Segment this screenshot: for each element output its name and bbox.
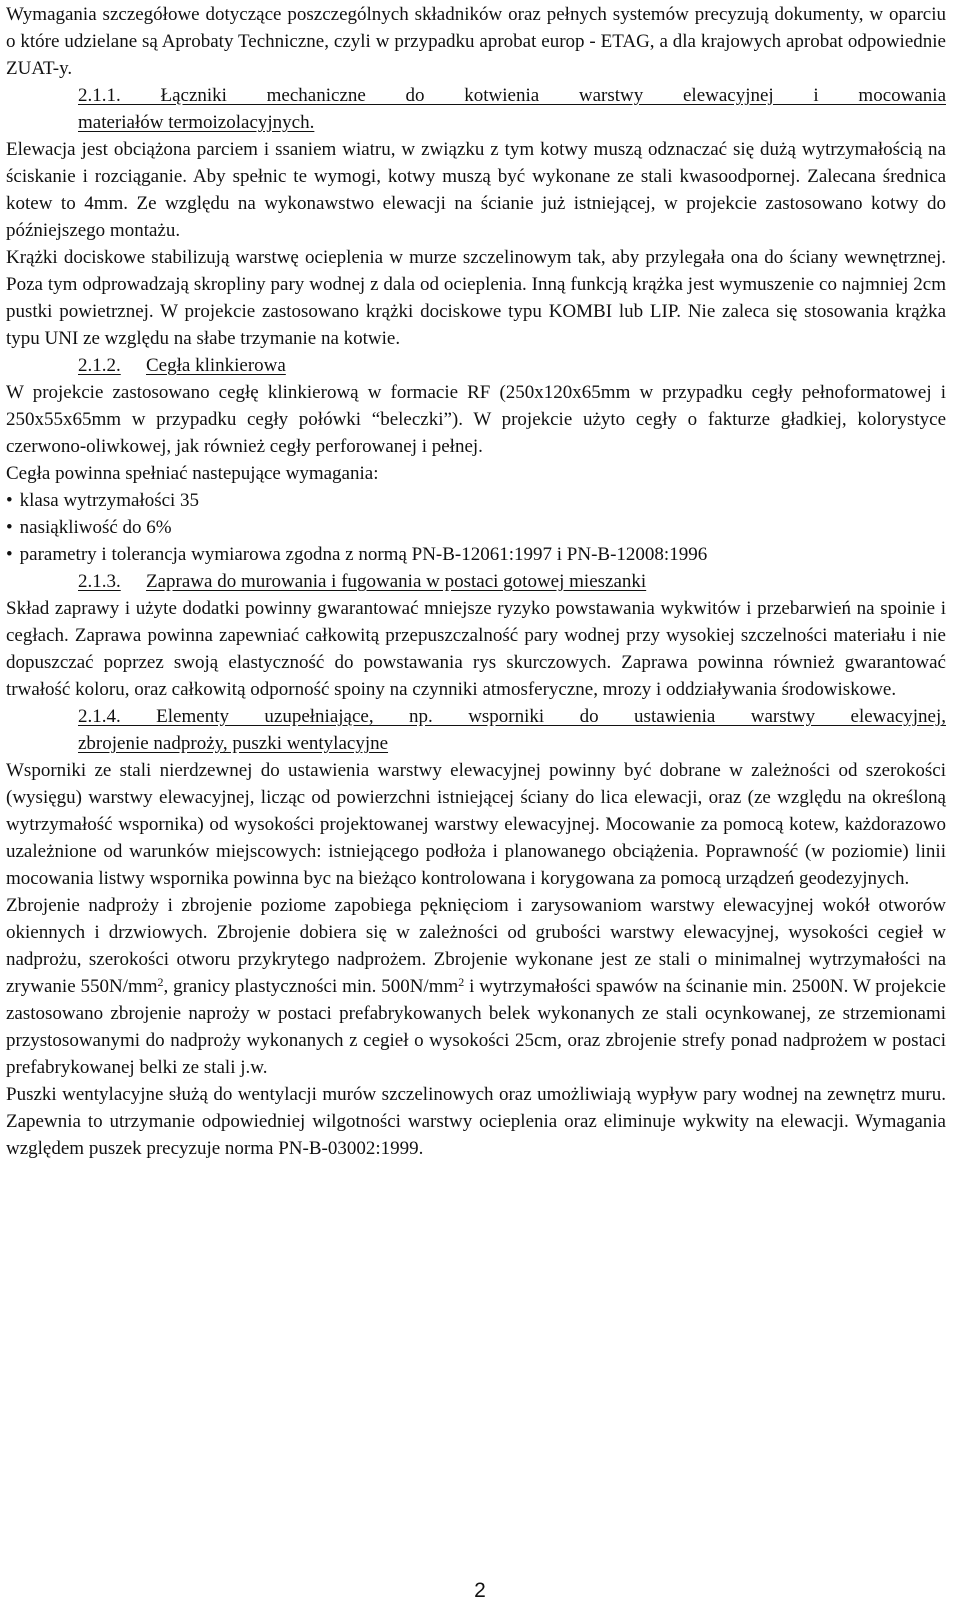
section-2-1-3-heading bbox=[6, 568, 946, 595]
brick-requirements-intro: Cegła powinna spełniać nastepujące wymagania: bbox=[6, 463, 379, 484]
superscript: 2 bbox=[157, 975, 164, 989]
section-2-1-1-heading: 2.1.1. Łączniki mechaniczne do kotwienia warstwy elewacyjnej i mocowania bbox=[78, 85, 946, 106]
reinforcement-text-part-2: , granicy plastyczności min. 500N/mm bbox=[163, 976, 459, 997]
section-2-1-4-heading-continuation: zbrojenie nadproży, puszki wentylacyjne bbox=[78, 733, 389, 754]
superscript: 2 bbox=[458, 975, 465, 989]
section-2-1-4-paragraph-reinforcement bbox=[6, 892, 946, 1081]
section-2-1-1-heading-continuation: materiałów termoizolacyjnych. bbox=[78, 112, 315, 133]
list-item: • parametry i tolerancja wymiarowa zgodna z normą PN-B-12061:1997 i PN-B-12008:1996 bbox=[6, 541, 946, 568]
section-2-1-3-title: Zaprawa do murowania i fugowania w postaci gotowej mieszanki bbox=[146, 571, 647, 592]
section-2-1-3-number: 2.1.3. bbox=[78, 571, 121, 592]
section-2-1-1-paragraph-discs: Krążki dociskowe stabilizują warstwę ocieplenia w murze szczelinowym tak, aby przylegała ona do ściany wewnętrznej. Poza tym odprowadzają skropliny pary wodnej z dala od ocieplenia. Inną funkcją krążka jest wymuszenie co najmniej 2cm pustki powietrznej. W projekcie zastosowano krążki dociskowe typu KOMBI lub LIP. Nie zaleca się stosowania krążka typu UNI ze względu na słabe trzymanie na kotwie. bbox=[6, 247, 946, 349]
section-2-1-4-paragraph-vents: Puszki wentylacyjne służą do wentylacji murów szczelinowych oraz umożliwiają wypływ pary wodnej na zewnętrz muru. Zapewnia to utrzymanie odpowiedniej wilgotności warstwy ocieplenia oraz eliminuje wykwity na elewacji. Wymagania względem puszek precyzuje norma PN-B-03002:1999. bbox=[6, 1084, 946, 1159]
brick-requirements-list bbox=[6, 487, 946, 568]
section-2-1-2-heading bbox=[6, 352, 946, 379]
page-number: 2 bbox=[474, 1579, 486, 1602]
section-2-1-3-paragraph: Skład zaprawy i użyte dodatki powinny gwarantować mniejsze ryzyko powstawania wykwitów i przebarwień na spoinie i cegłach. Zaprawa powinna zapewniać całkowitą przepuszczalność pary wodnej przy wysokiej szczelności materiału i nie dopuszczać poprzez swoją elastyczność do powstawania rys skurczowych. Zaprawa powinna również gwarantować trwałość koloru, oraz całkowitą odporność spoiny na czynniki atmosferyczne, mrozy i oddziaływania środowiskowe. bbox=[6, 598, 946, 700]
reinforcement-text-part-3: i wytrzymałości spawów na ścinanie min. 2500N. W projekcie zastosowano zbrojenie naproży w postaci prefabrykowanych belek wykonanych ze stali ocynkowanej, ze strzemionami przystosowanymi do nadproży wykonanych z cegieł o wysokości 25cm, oraz zbrojenie strefy ponad nadprożem w postaci prefabrykowanej belki ze stali j.w. bbox=[6, 976, 946, 1078]
section-2-1-4-paragraph-brackets: Wsporniki ze stali nierdzewnej do ustawienia warstwy elewacyjnej powinny być dobrane w zależności od szerokości (wysięgu) warstwy elewacyjnej, licząc od powierzchni istniejącej ściany do lica elewacji, oraz (ze względu na określoną wytrzymałość wspornika) od wysokości projektowanej warstwy elewacyjnej. Mocowanie za pomocą kotew, każdorazowo uzależnione od warunków miejscowych: istniejącego podłoża i planowanego obciążenia. Poprawność (w poziomie) linii mocowania listwy wspornika powinna byc na bieżąco kontrolowana i korygowana za pomocą urządzeń geodezyjnych. bbox=[6, 760, 946, 889]
section-2-1-2-paragraph: W projekcie zastosowano cegłę klinkierową w formacie RF (250x120x65mm w przypadku cegły pełnoformatowej i 250x55x65mm w przypadku cegły połówki “beleczki”). W projekcie użyto cegły o fakturze gładkiej, kolorystyce czerwono-oliwkowej, jak również cegły perforowanej i pełnej. bbox=[6, 382, 946, 457]
reinforcement-text-part-1: Zbrojenie nadproży i zbrojenie poziome zapobiega pęknięciom i zarysowaniom warstwy elewacyjnej wokół otworów okiennych i drzwiowych. Zbrojenie dobiera się w zależności od grubości warstwy elewacyjnej, wysokości cegieł w nadprożu, szerokości otworu przykrytego nadprożem. Zbrojenie wykonane jest ze stali o minimalnej wytrzymałości na zrywanie 550N/mm bbox=[6, 895, 946, 997]
section-2-1-1-paragraph-anchors: Elewacja jest obciążona parciem i ssaniem wiatru, w związku z tym kotwy muszą odznaczać się dużą wytrzymałością na ściskanie i rozciąganie. Aby spełnic te wymogi, kotwy muszą być wykonane ze stali kwasoodpornej. Zalecana średnica kotew to 4mm. Ze względu na wykonawstwo elewacji na ścianie już istniejącej, w projekcie zastosowano kotwy do późniejszego montażu. bbox=[6, 139, 946, 241]
section-2-1-4-heading: 2.1.4. Elementy uzupełniające, np. wsporniki do ustawienia warstwy elewacyjnej, bbox=[78, 706, 946, 727]
section-2-1-2-title: Cegła klinkierowa bbox=[146, 355, 286, 376]
section-2-1-2-number: 2.1.2. bbox=[78, 355, 121, 376]
intro-paragraph: Wymagania szczegółowe dotyczące poszczególnych składników oraz pełnych systemów precyzują dokumenty, w oparciu o które udzielane są Aprobaty Techniczne, czyli w przypadku aprobat europ - ETAG, a dla krajowych aprobat odpowiednie ZUAT-y. bbox=[6, 4, 946, 79]
list-item: • nasiąkliwość do 6% bbox=[6, 514, 946, 541]
list-item: • klasa wytrzymałości 35 bbox=[6, 487, 946, 514]
